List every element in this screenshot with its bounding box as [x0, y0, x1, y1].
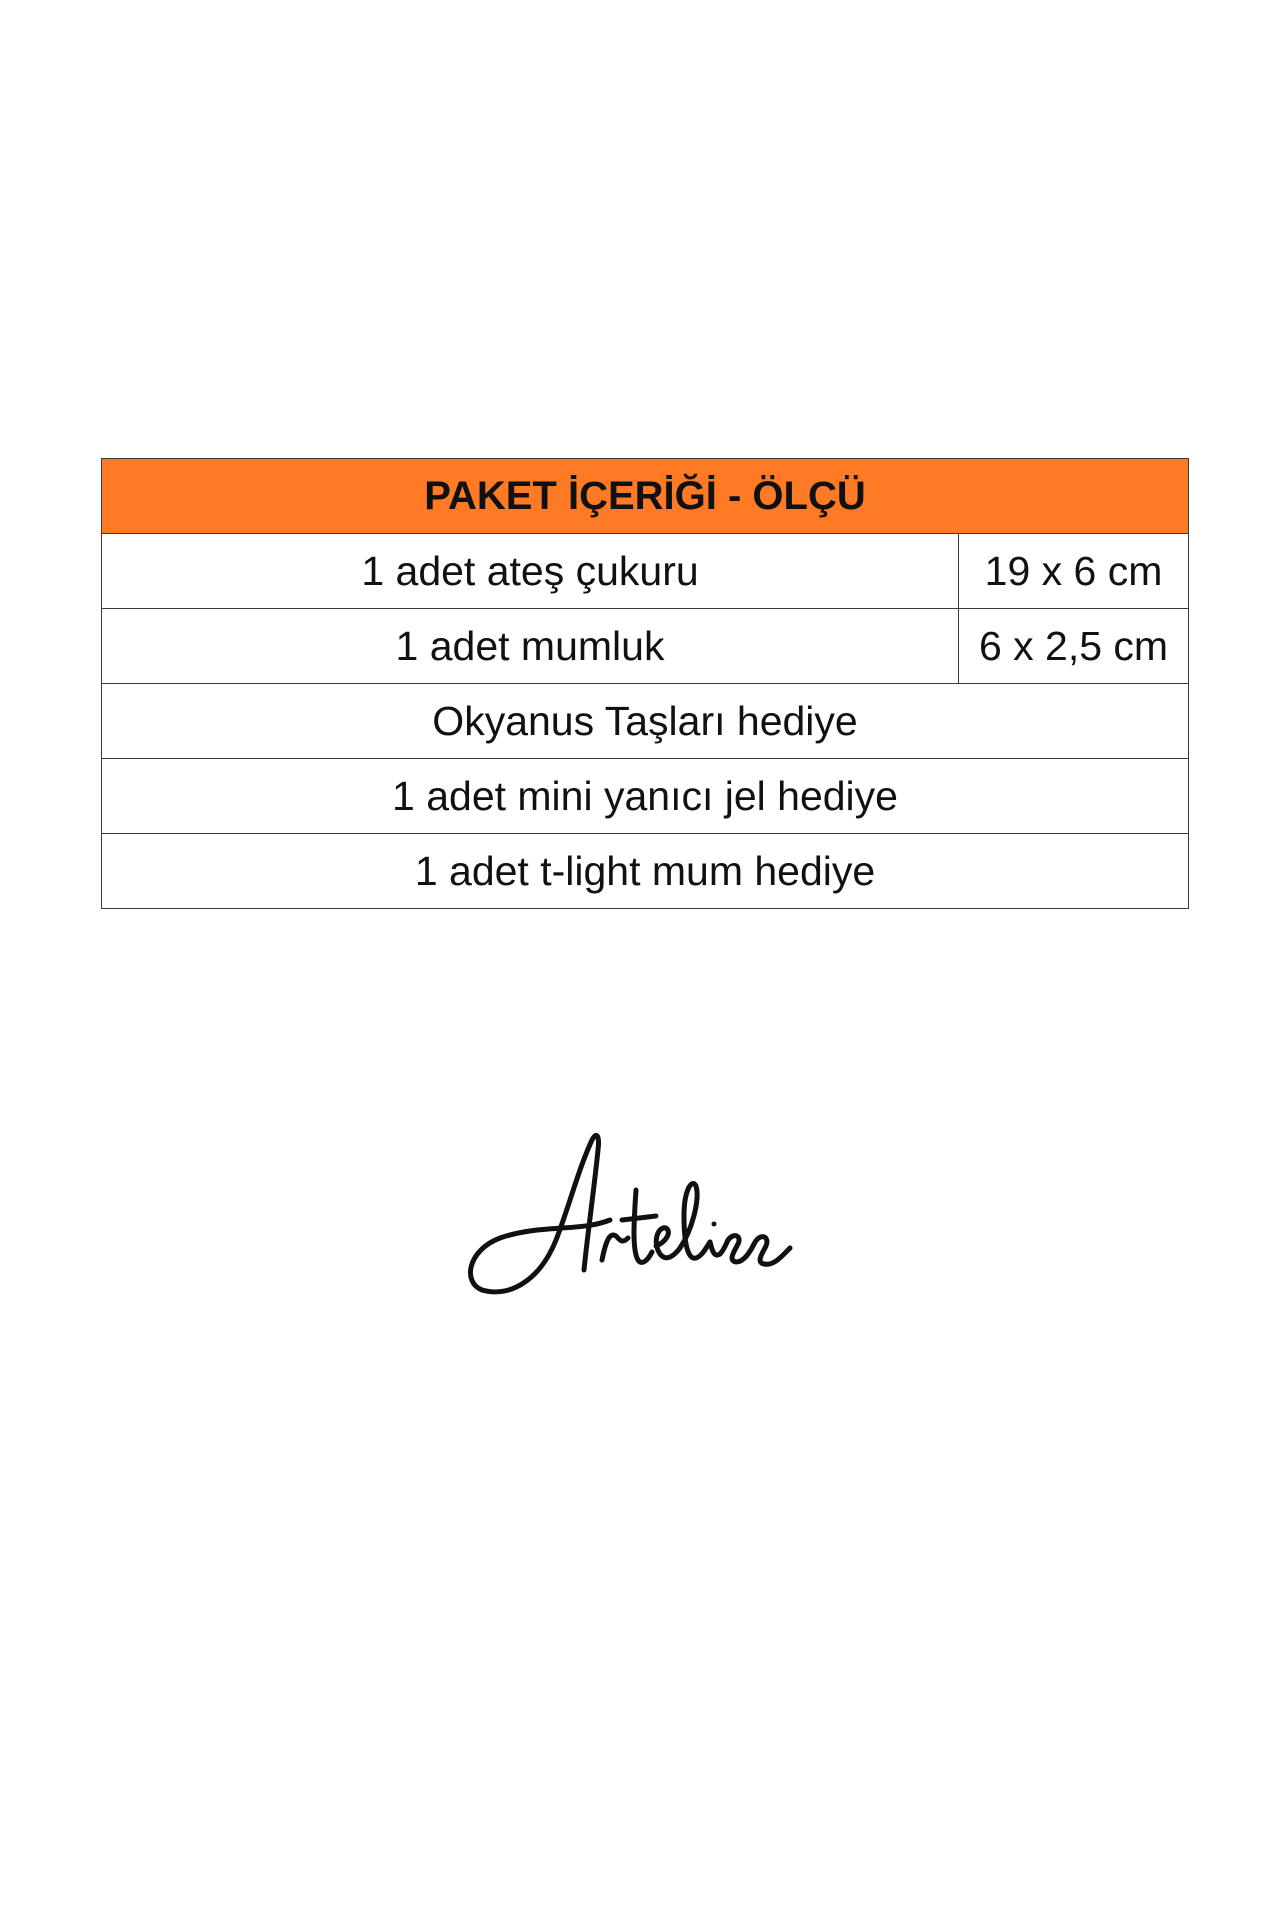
table-row: [102, 534, 1189, 609]
size-cell: 19 x 6 cm: [959, 534, 1189, 609]
table-title: PAKET İÇERİĞİ - ÖLÇÜ: [102, 459, 1189, 534]
table-row: [102, 759, 1189, 834]
table-row: [102, 834, 1189, 909]
item-cell: 1 adet ateş çukuru: [102, 534, 959, 609]
brand-logo: [460, 1120, 800, 1300]
gift-cell: 1 adet mini yanıcı jel hediye: [102, 759, 1189, 834]
size-cell: 6 x 2,5 cm: [959, 609, 1189, 684]
package-contents-table: [101, 458, 1189, 909]
gift-cell: 1 adet t-light mum hediye: [102, 834, 1189, 909]
item-cell: 1 adet mumluk: [102, 609, 959, 684]
gift-cell: Okyanus Taşları hediye: [102, 684, 1189, 759]
arteliss-signature-logo: [460, 1120, 800, 1300]
table-header-row: [102, 459, 1189, 534]
table-row: [102, 684, 1189, 759]
package-contents-table-wrapper: [101, 458, 1188, 909]
table-row: [102, 609, 1189, 684]
